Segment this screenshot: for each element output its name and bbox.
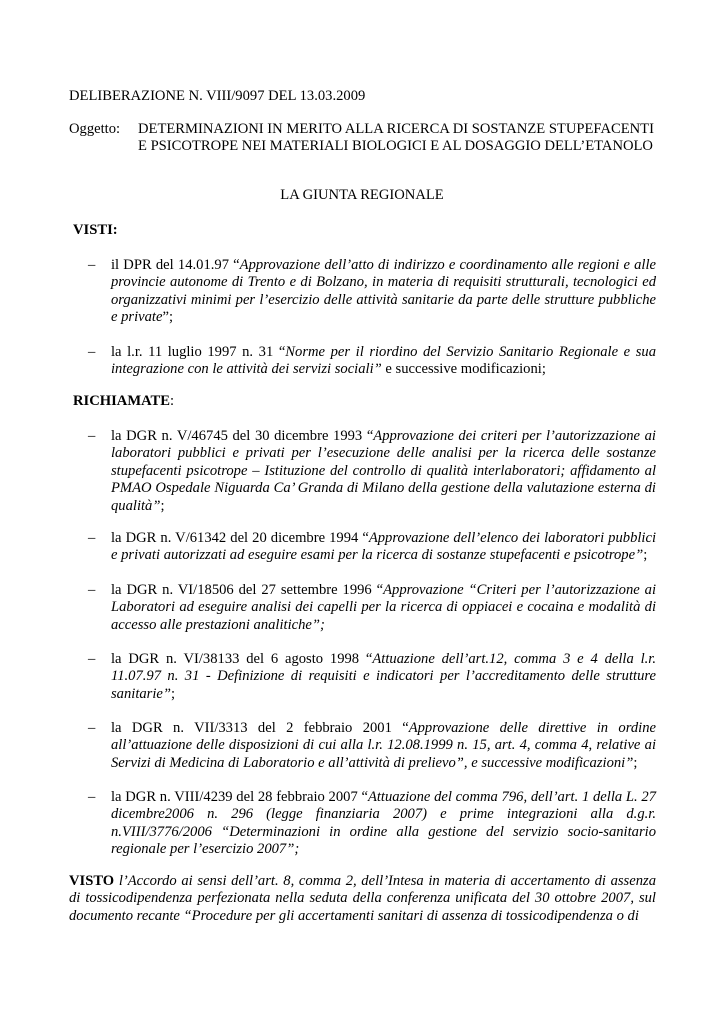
list-item [88,530,656,565]
item-title: Norme per il riordino del Servizio Sanitario Regionale e sua integrazione con le attività dei servizi sociali” [111,344,656,378]
list-dash: – [88,428,96,444]
item-lead: il DPR del 14.01.97 “ [111,257,240,273]
list-item [88,428,656,515]
item-lead: la DGR n. V/46745 del 30 dicembre 1993 “ [111,428,374,444]
visto-paragraph [69,873,656,925]
item-title: Approvazione dell’elenco dei laboratori pubblici e privati autorizzati ad eseguire esami per la ricerca di sostanze stupefacenti e psicotrope” [111,530,657,564]
item-lead: la DGR n. VIII/4239 del 28 febbraio 2007 “ [111,789,368,805]
item-tail: ; [160,497,165,514]
list-item [88,257,656,327]
visto-text: l’Accordo ai sensi dell’art. 8, comma 2, dell’Intesa in materia di accertamento di assenza di tossicodipendenza perfezionata nella seduta della conferenza unificata del 30 ottobre 2007, sul documento recante “Procedure per gli accertamenti sanitari di assenza di tossicodipendenza o di [69,873,656,924]
item-tail: e successive modificazioni; [381,361,546,378]
list-item [88,789,656,859]
list-item [88,582,656,634]
list-dash: – [88,257,96,273]
item-lead: la DGR n. VII/3313 del 2 febbraio 2001 “ [111,720,409,736]
richiamate-colon: : [170,393,175,409]
deliberation-number: DELIBERAZIONE N. VIII/9097 DEL 13.03.2009 [69,88,366,104]
visti-heading: VISTI: [73,222,118,238]
list-dash: – [88,582,96,598]
subject-label: Oggetto: [69,121,121,137]
list-dash: – [88,789,96,805]
item-lead: la DGR n. VI/38133 del 6 agosto 1998 “ [111,651,373,667]
richiamate-label: RICHIAMATE [73,393,171,409]
giunta-heading: LA GIUNTA REGIONALE [280,187,444,203]
item-lead: la l.r. 11 luglio 1997 n. 31 “ [111,344,286,360]
item-tail: ; [171,685,176,702]
subject-text: DETERMINAZIONI IN MERITO ALLA RICERCA DI SOSTANZE STUPEFACENTI E PSICOTROPE NEI MATERIALI BIOLOGICI E AL DOSAGGIO DELL’ETANOLO [138,121,654,155]
list-dash: – [88,344,96,360]
item-title: Attuazione del comma 796, dell’art. 1 della L. 27 dicembre2006 n. 296 (legge finanziaria 2007) e prime integrazioni alla d.g.r. n.VIII/3776/2006 “Determinazioni in ordine alla gestione del servizio socio-sanitario regionale per l’esercizio 2007”; [111,789,657,858]
richiamate-heading [73,393,174,410]
list-item [88,344,656,379]
item-title: Approvazione “Criteri per l’autorizzazione ai Laboratori ad eseguire analisi dei capelli per la ricerca di oppiacei e cocaina e modalità di accesso alle prestazioni analitiche”; [111,582,657,633]
item-title: Attuazione dell’art.12, comma 3 e 4 della l.r. 11.07.97 n. 31 - Definizione di requisiti e indicatori per l’accreditamento delle strutture sanitarie” [111,651,656,702]
item-title: Approvazione dei criteri per l’autorizzazione ai laboratori pubblici e privati per l’esecuzione delle analisi per la ricerca delle sostanze stupefacenti psicotrope – Istituzione del controllo di qualità interlaboratori; affidamento al PMAO Ospedale Niguarda Ca’ Granda di Milano della gestione della valutazione esterna di qualità” [111,428,656,514]
list-item [88,720,656,772]
item-tail: ; [643,547,648,564]
item-lead: la DGR n. VI/18506 del 27 settembre 1996 “ [111,582,384,598]
list-item [88,651,656,703]
item-lead: la DGR n. V/61342 del 20 dicembre 1994 “ [111,530,369,546]
list-dash: – [88,651,96,667]
visto-label: VISTO [69,873,115,889]
list-dash: – [88,720,96,736]
item-tail: ”; [162,309,174,326]
list-dash: – [88,530,96,546]
item-title: Approvazione delle direttive in ordine all’attuazione delle disposizioni di cui alla l.r. 12.08.1999 n. 15, art. 4, comma 4, relative ai Servizi di Medicina di Laboratorio e all’attività di prelievo”, e successive modificazioni” [111,720,656,771]
item-title: Approvazione dell’atto di indirizzo e coordinamento alle regioni e alle provincie autonome di Trento e di Bolzano, in materia di requisiti strutturali, tecnologici ed organizzativi minimi per l’esercizio delle attività sanitarie da parte delle strutture pubbliche e private [111,257,656,326]
item-tail: ; [633,754,638,771]
